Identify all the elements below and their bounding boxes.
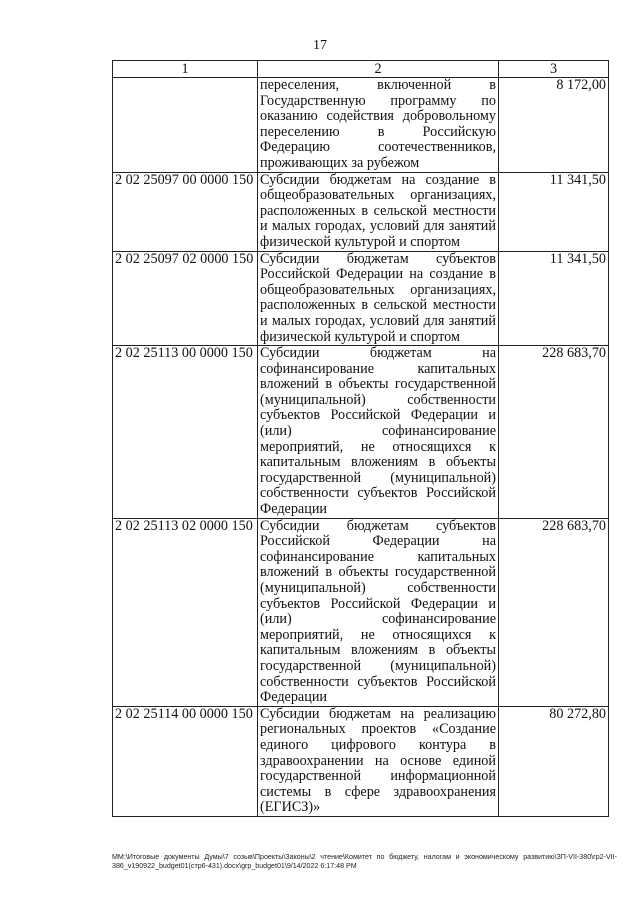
income-amount: 80 272,80 bbox=[499, 706, 609, 816]
income-code: 2 02 25113 00 0000 150 bbox=[113, 346, 258, 519]
income-code: 2 02 25097 02 0000 150 bbox=[113, 251, 258, 346]
table-row bbox=[113, 251, 609, 346]
table-row bbox=[113, 518, 609, 706]
income-amount: 8 172,00 bbox=[499, 78, 609, 173]
table-row bbox=[113, 172, 609, 251]
income-description: Субсидии бюджетам на реализацию региональных проектов «Создание единого цифрового контура в здравоохранении на основе единой государственной информационной системы в сфере здравоохранения (ЕГИСЗ)» bbox=[258, 706, 499, 816]
table-row bbox=[113, 346, 609, 519]
table-row bbox=[113, 706, 609, 816]
income-code: 2 02 25097 00 0000 150 bbox=[113, 172, 258, 251]
income-code: 2 02 25113 02 0000 150 bbox=[113, 518, 258, 706]
table-header-row bbox=[113, 61, 609, 78]
page-number: 17 bbox=[313, 38, 327, 53]
income-code bbox=[113, 78, 258, 173]
column-header: 1 bbox=[113, 61, 258, 78]
budget-table bbox=[112, 60, 609, 817]
income-description: Субсидии бюджетам субъектов Российской Федерации на создание в общеобразовательных организациях, расположенных в сельской местности и малых городах, условий для занятий физической культурой и спортом bbox=[258, 251, 499, 346]
table-row bbox=[113, 78, 609, 173]
income-description: Субсидии бюджетам на создание в общеобразовательных организациях, расположенных в сельской местности и малых городах, условий для занятий физической культурой и спортом bbox=[258, 172, 499, 251]
income-description: Субсидии бюджетам субъектов Российской Федерации на софинансирование капитальных вложений в объекты государственной (муниципальной) собственности субъектов Российской Федерации и (или) софинансирование мероприятий, не относящихся к капитальным вложениям в объекты государственной (муниципальной) собственности субъектов Российской Федерации bbox=[258, 518, 499, 706]
income-description: Субсидии бюджетам на софинансирование капитальных вложений в объекты государственной (муниципальной) собственности субъектов Российской Федерации и (или) софинансирование мероприятий, не относящихся к капитальным вложениям в объекты государственной (муниципальной) собственности субъектов Российской Федерации bbox=[258, 346, 499, 519]
income-amount: 11 341,50 bbox=[499, 251, 609, 346]
income-amount: 11 341,50 bbox=[499, 172, 609, 251]
column-header: 2 bbox=[258, 61, 499, 78]
income-code: 2 02 25114 00 0000 150 bbox=[113, 706, 258, 816]
income-description: переселения, включенной в Государственную программу по оказанию содействия добровольному переселению в Российскую Федерацию соотечественников, проживающих за рубежом bbox=[258, 78, 499, 173]
document-path-footer: ММ:\Итоговые документы Думы\7 созыв\Проекты\Законы\2 чтение\Комитет по бюджету, налогам и экономическому развитию\ЗП-VII-380\гр2-VII-386_v190922_budget01(стр6-431).docx\grp_budget01\9/14/2022 6:17:48 PM bbox=[112, 853, 617, 870]
column-header: 3 bbox=[499, 61, 609, 78]
income-amount: 228 683,70 bbox=[499, 518, 609, 706]
income-amount: 228 683,70 bbox=[499, 346, 609, 519]
